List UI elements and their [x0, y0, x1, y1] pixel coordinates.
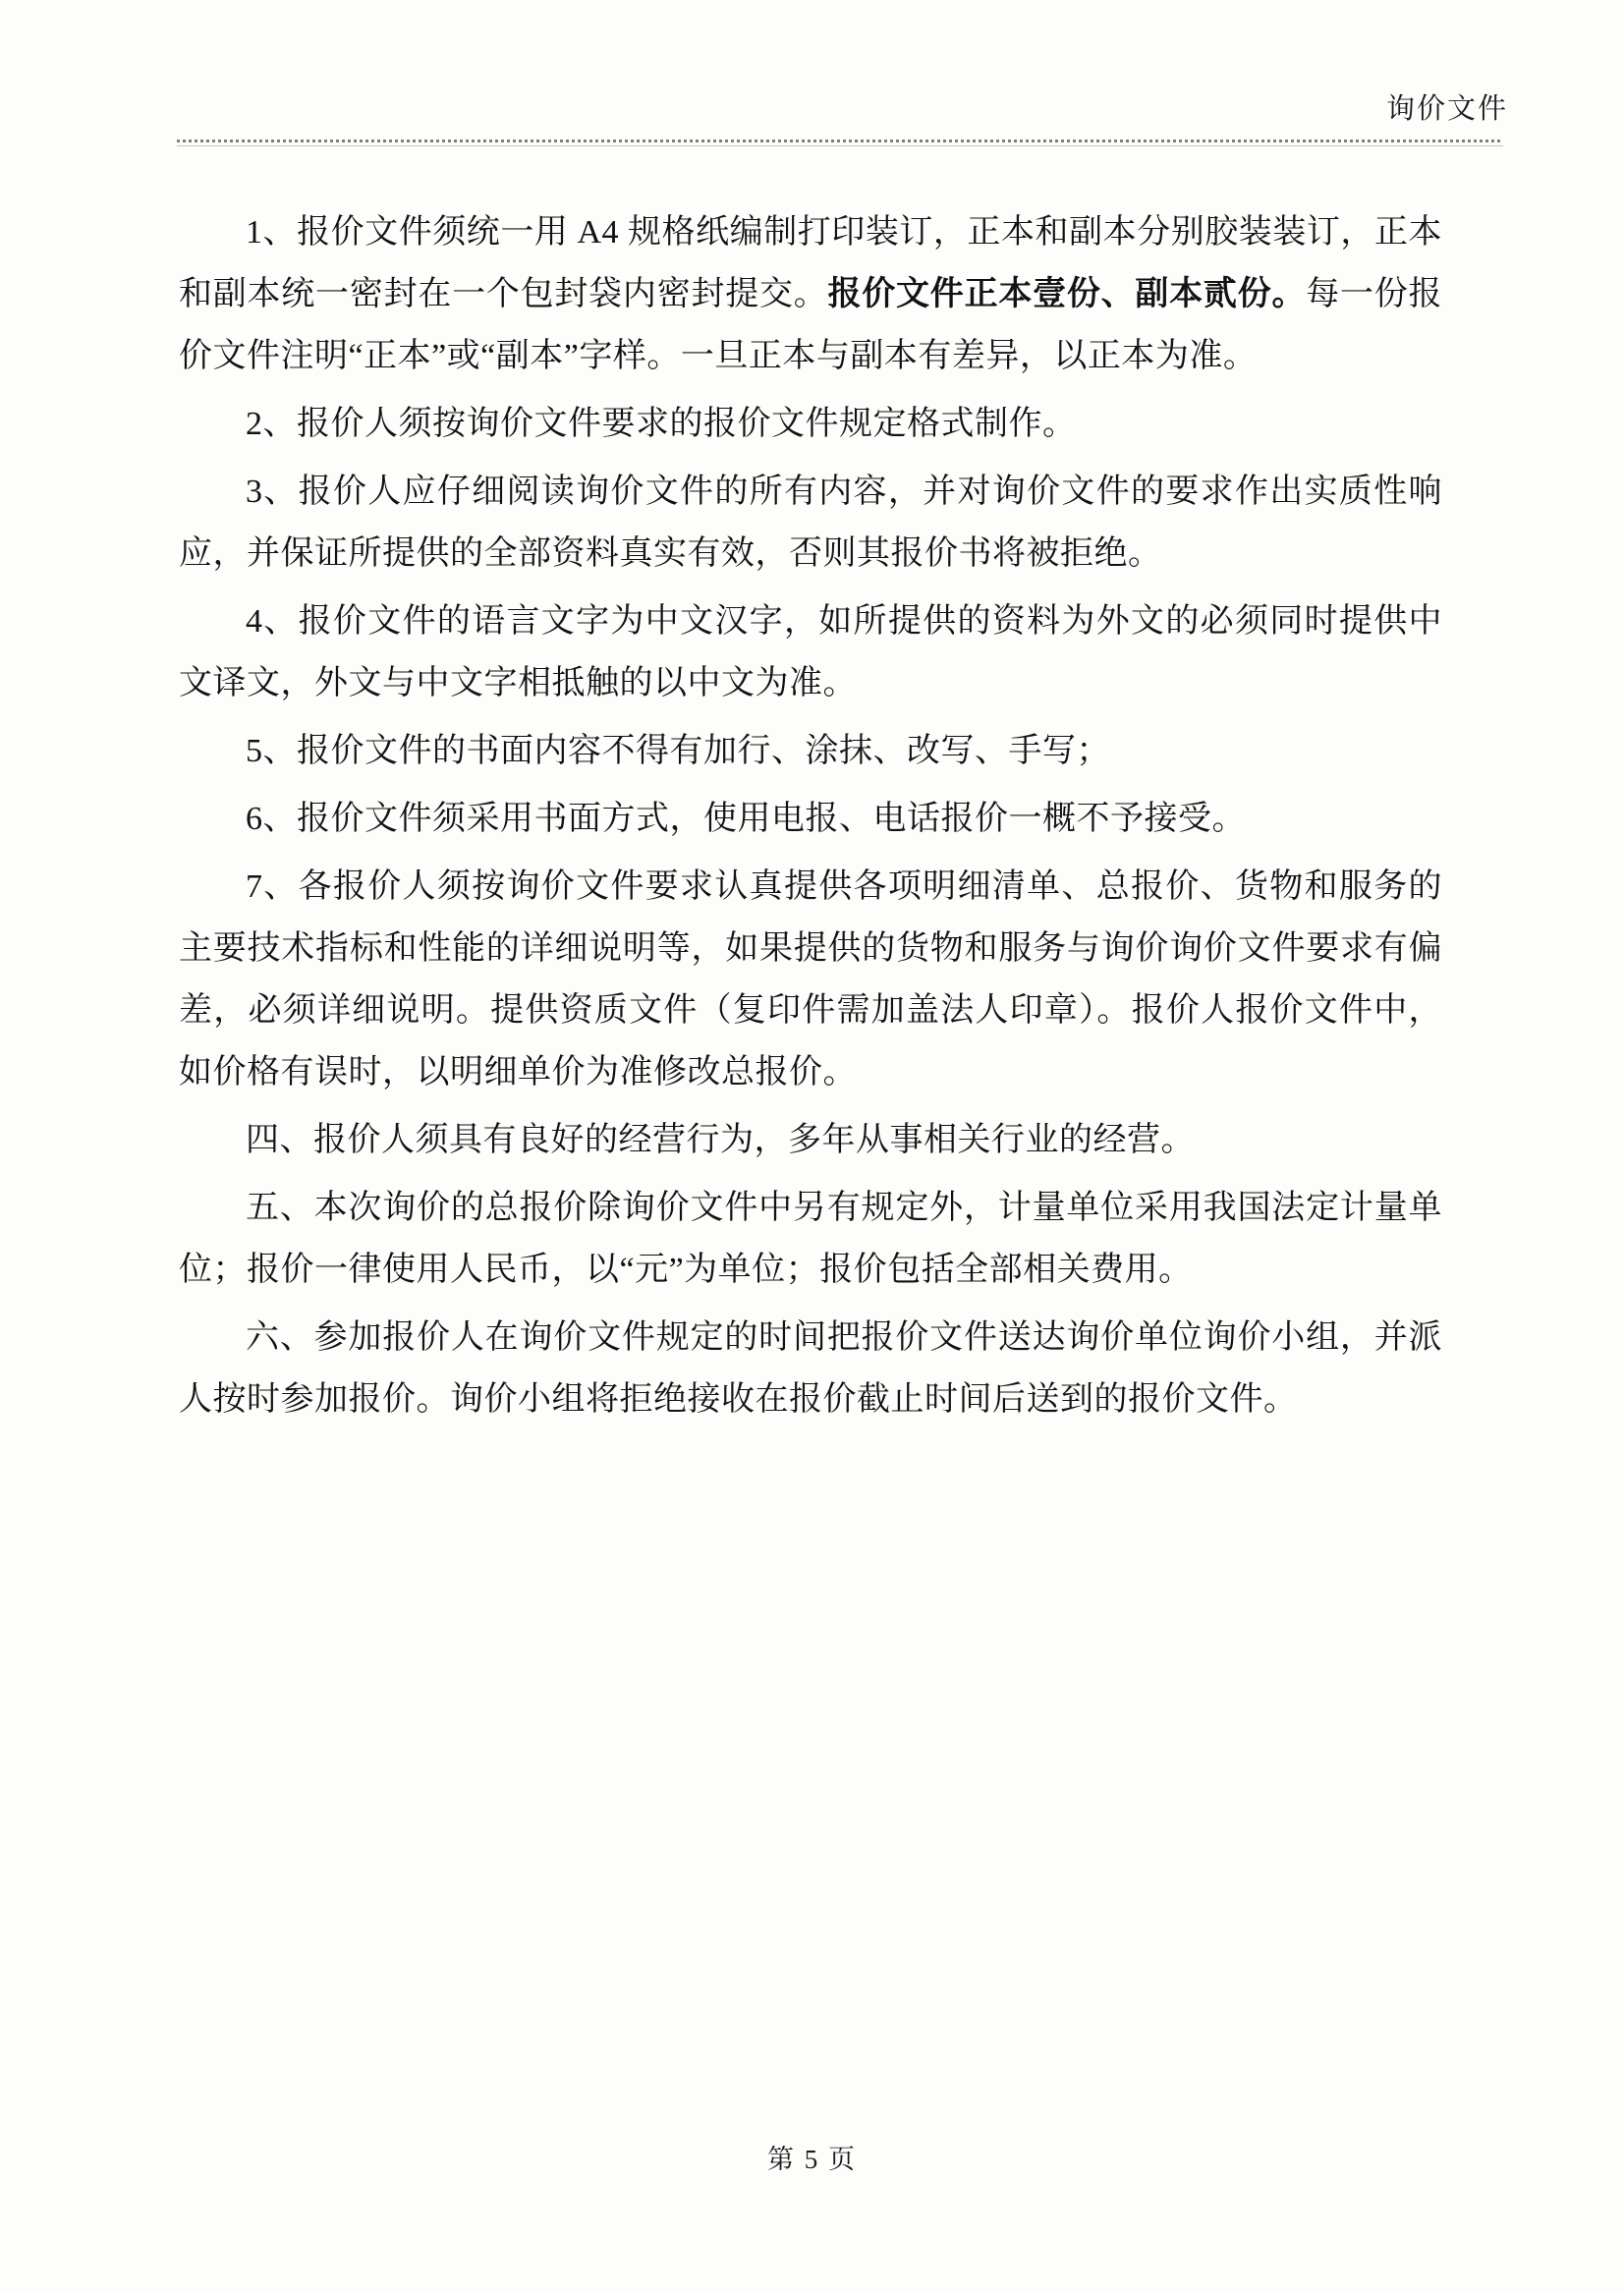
- paragraph-item-2: [179, 393, 1442, 455]
- paragraph-item-6: [179, 788, 1442, 850]
- paragraph-item-liu: [179, 1307, 1442, 1430]
- paragraph-run: 2、报价人须按询价文件要求的报价文件规定格式制作。: [246, 406, 1077, 442]
- paragraph-item-wu: [179, 1177, 1442, 1301]
- paragraph-run: 五、本次询价的总报价除询价文件中另有规定外，计量单位采用我国法定计量单位；报价一律使用人民币，以“元”为单位；报价包括全部相关费用。: [179, 1190, 1442, 1288]
- paragraph-item-5: [179, 720, 1442, 782]
- header-title: 询价文件: [1385, 93, 1508, 125]
- paragraph-run: 每一份报价文件注明“正本”或“副本”字样。一旦正本与副本有差异，以正本为准。: [179, 276, 1443, 374]
- paragraph-item-1: [179, 201, 1442, 387]
- paragraph-run: 5、报价文件的书面内容不得有加行、涂抹、改写、手写；: [246, 733, 1110, 769]
- header-divider-secondary: [177, 145, 1503, 146]
- paragraph-run: 3、报价人应仔细阅读询价文件的所有内容，并对询价文件的要求作出实质性响应，并保证所提供的全部资料真实有效，否则其报价书将被拒绝。: [179, 474, 1442, 572]
- paragraph-run: 7、各报价人须按询价文件要求认真提供各项明细清单、总报价、货物和服务的主要技术指标和性能的详细说明等，如果提供的货物和服务与询价询价文件要求有偏差，必须详细说明。提供资质文件（复印件需加盖法人印章）。报价人报价文件中，如价格有误时，以明细单价为准修改总报价。: [179, 868, 1442, 1090]
- paragraph-item-3: [179, 461, 1442, 585]
- paragraph-item-7: [179, 856, 1442, 1103]
- page-footer: [0, 2138, 1624, 2176]
- paragraph-run: 四、报价人须具有良好的经营行为，多年从事相关行业的经营。: [246, 1122, 1195, 1158]
- document-body: [179, 201, 1442, 1436]
- paragraph-item-4: [179, 590, 1442, 714]
- paragraph-run: 六、参加报价人在询价文件规定的时间把报价文件送达询价单位询价小组，并派人按时参加报价。询价小组将拒绝接收在报价截止时间后送到的报价文件。: [179, 1319, 1442, 1418]
- page-header: [0, 86, 1508, 127]
- paragraph-run: 1、报价文件须统一用 A4 规格纸编制打印装订，正本和副本分别胶装装订，正本和副本统一密封在一个包封袋内密封提交。: [179, 214, 1442, 312]
- paragraph-run-emphasis: 报价文件正本壹份、副本贰份。: [827, 276, 1307, 312]
- header-divider: [177, 140, 1503, 142]
- paragraph-run: 4、报价文件的语言文字为中文汉字，如所提供的资料为外文的必须同时提供中文译文，外文与中文字相抵触的以中文为准。: [179, 603, 1442, 701]
- paragraph-item-si: [179, 1109, 1442, 1171]
- paragraph-run: 6、报价文件须采用书面方式，使用电报、电话报价一概不予接受。: [246, 801, 1246, 837]
- page-number: 第 5 页: [767, 2145, 857, 2174]
